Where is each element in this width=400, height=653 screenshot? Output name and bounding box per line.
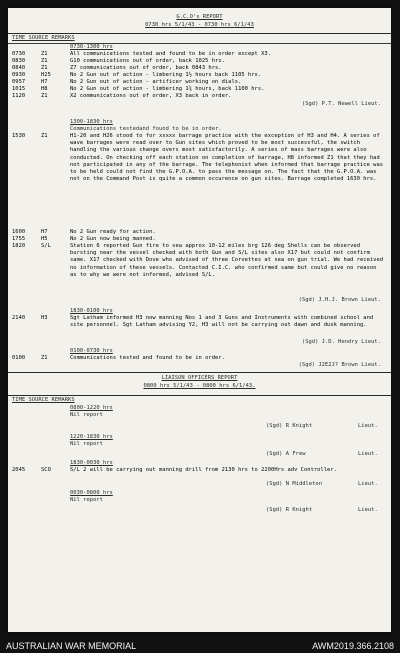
signature-name: (Sgd) N Middleton: [266, 481, 323, 487]
entry-time: 2045: [12, 467, 26, 473]
report-title: LIAISON OFFICERS REPORT: [161, 375, 238, 381]
shift-heading: 0100-0730 hrs: [70, 348, 113, 354]
entry-source: H5: [41, 236, 48, 242]
entry-time: 1530: [12, 133, 26, 139]
entry-source: Z1: [41, 133, 48, 139]
entry-remarks: S/L 2 will be carrying out manning drill from 2130 hrs to 2200Hrs adv Controller.: [70, 467, 337, 473]
shift-heading: 0730-1300 hrs: [70, 44, 113, 50]
entry-remarks: Station 6 reported Gun fire to sea approx 10-12 miles brg 126 deg Shells can be observed bursting near the vessel checked with both Gun and S/L sites also X17 but could not confirm same. X17 checked with Dove who advised of three Corvettes at sea on gun trial. We had received no information of these vessels. Contacted C.I.C. who confirmed same but could give no reason as to why we were not informed, advised S/L.: [70, 243, 384, 278]
entry-source: H8: [41, 86, 48, 92]
divider: [8, 395, 391, 396]
divider: [8, 33, 391, 34]
entry-remarks: Nil report: [70, 412, 103, 418]
shift-heading: 0800-1220 hrs: [70, 405, 113, 411]
document-page: [8, 8, 391, 632]
report-period: 0730 hrs 5/1/43 - 0730 hrs 6/1/43: [145, 22, 254, 28]
entry-time: 1600: [12, 229, 26, 235]
signature-rank: Lieut.: [358, 507, 378, 513]
entry-time: 2140: [12, 315, 26, 321]
entry-source: Z1: [41, 93, 48, 99]
entry-source: Z1: [41, 355, 48, 361]
entry-source: Z1: [41, 51, 48, 57]
signature-rank: Lieut.: [358, 481, 378, 487]
entry-time: 1820: [12, 243, 26, 249]
entry-time: 1015: [12, 86, 26, 92]
entry-time: 0730: [12, 51, 26, 57]
signature-rank: Lieut.: [358, 423, 378, 429]
signature-line: (Sgd) J.H.J. Brown Lieut.: [298, 297, 381, 303]
entry-source: Z1: [41, 58, 48, 64]
entry-remarks: No 2 Gun ready for action.: [70, 229, 156, 235]
entry-remarks: No 2 Gun now being manned.: [70, 236, 156, 242]
divider: [8, 43, 391, 44]
footer-left: AUSTRALIAN WAR MEMORIAL: [6, 641, 137, 651]
shift-heading: 0030-0800 hrs: [70, 490, 113, 496]
signature-line: (Sgd) P.T. Newell Lieut.: [301, 101, 381, 107]
entry-remarks: Z7 communications out of order, back 0843 hrs.: [70, 65, 222, 71]
signature-name: (Sgd) A Frew: [266, 451, 306, 457]
log-entry: [8, 243, 391, 303]
column-headers: TIME SOURCE REMARKS: [12, 35, 75, 41]
entry-source: H7: [41, 229, 48, 235]
entry-remarks: No 2 Gun out of action - limbering 1¾ hours, back 1100 hrs.: [70, 86, 265, 92]
entry-remarks: H1-20 and H26 stood to for xxxxx barrage practice with the exception of H3 and H4. A series of wave barrages were read over to Gun sites which proved to be most successful, the switch handling the various change overs most satisfactorily. A series of mass barrages were also conducted. On checking off each station on completion of barrage, H8 informed Z1 that they had not participated in any of the barrage. The telephonist when informed that barrage practice was to be held could not find the G.P.O.A. to pass the message on. The fact that the G.P.O.A. was not on the Command Post is quite a common occurence on gun sites. Barrage completed 1630 hrs.: [70, 133, 384, 183]
entry-source: S/L: [41, 243, 51, 249]
shift-heading: 1220-1830 hrs: [70, 434, 113, 440]
report-period: 0800 hrs 5/1/43 - 0800 hrs 6/1/43.: [143, 383, 256, 389]
entry-time: 0930: [12, 72, 26, 78]
divider: [8, 372, 391, 373]
signature-line: (Sgd) J.D. Hendry Lieut.: [301, 339, 381, 345]
entry-time: 0100: [12, 355, 26, 361]
signature-rank: Lieut.: [358, 451, 378, 457]
column-headers: TIME SOURCE REMARKS: [12, 397, 75, 403]
entry-remarks: No 2 Gun out of action - limbering 1½ hours back 1105 hrs.: [70, 72, 262, 78]
entry-time: 1755: [12, 236, 26, 242]
entry-remarks: G10 communications out of order, back 1025 hrs.: [70, 58, 225, 64]
entry-remarks: X2 communications out of order, X3 back in order.: [70, 93, 232, 99]
entry-remarks: No 2 Gun out of action - artificer working on dials.: [70, 79, 242, 85]
entry-remarks: Communications tested and found to be in order.: [70, 355, 225, 361]
signature-line: (Sgd) J2E2J? Brown Lieut.: [298, 362, 381, 368]
entry-source: H25: [41, 72, 51, 78]
entry-remarks: All communications tested and found to be in order except X3.: [70, 51, 272, 57]
signature-name: (Sgd) R Knight: [266, 507, 313, 513]
entry-source: H3: [41, 315, 48, 321]
log-entry: [8, 133, 391, 228]
entry-source: H7: [41, 79, 48, 85]
entry-time: 0830: [12, 58, 26, 64]
report-title: G.C.O's REPORT: [176, 14, 223, 20]
entry-time: 1120: [12, 93, 26, 99]
signature-name: (Sgd) R Knight: [266, 423, 313, 429]
entry-remarks: Nil report: [70, 441, 103, 447]
entry-time: 0840: [12, 65, 26, 71]
shift-heading: 1830-0100 hrs: [70, 308, 113, 314]
shift-heading: 1830-0030 hrs: [70, 460, 113, 466]
shift-heading: 1300-1830 hrs: [70, 119, 113, 125]
log-entry: [8, 315, 391, 337]
entry-source: Z1: [41, 65, 48, 71]
entry-source: SCO: [41, 467, 51, 473]
footer-right: AWM2019.366.2108: [312, 641, 394, 651]
entry-time: 0957: [12, 79, 26, 85]
entry-remarks: Communications testedand found to be in order.: [70, 126, 222, 132]
entry-remarks: Sgt Latham informed H3 now manning Nos 1 and 3 Guns and Instruments with combined school and site personnel. Sgt Latham advising Y2, H3 will not be carrying out dawn and dusk manning.: [70, 315, 374, 329]
entry-remarks: Nil report: [70, 497, 103, 503]
